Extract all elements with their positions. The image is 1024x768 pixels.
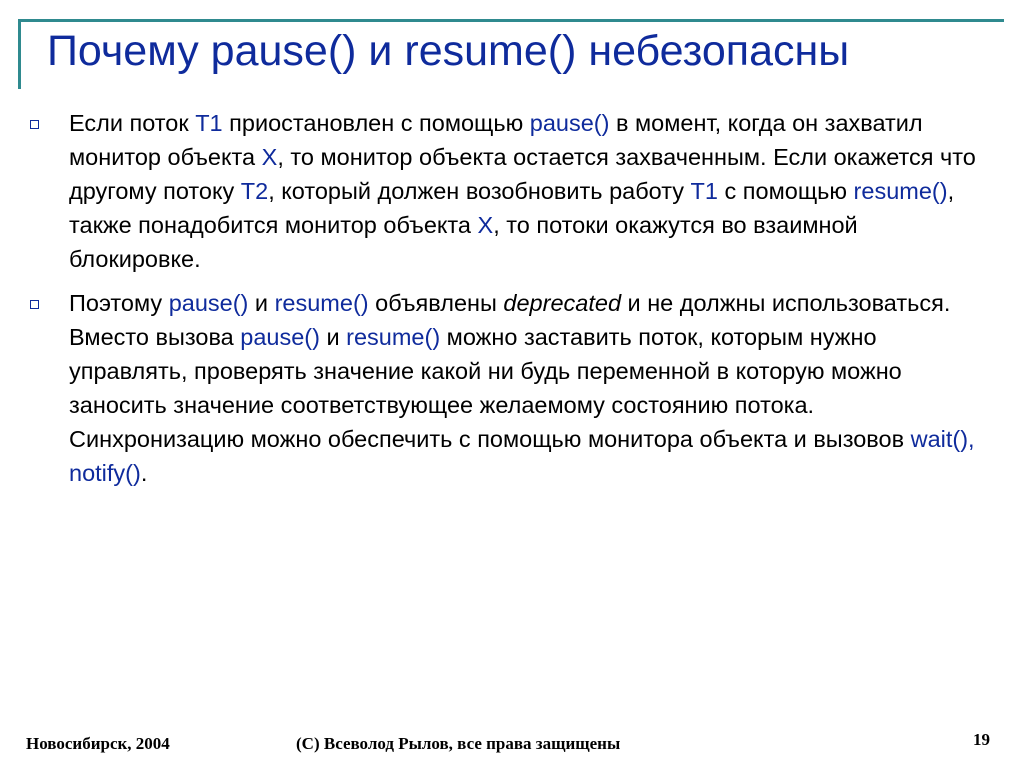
footer-location-year: Новосибирск, 2004 bbox=[26, 734, 170, 753]
code-term: T1 bbox=[195, 110, 223, 136]
bullet-item bbox=[26, 286, 986, 490]
title-frame-top-line bbox=[18, 19, 1004, 22]
text-run: , то монитор объекта остается захваченным. Если окажется что другому потоку bbox=[69, 144, 976, 204]
bullet-list bbox=[26, 106, 986, 500]
bullet-item bbox=[26, 106, 986, 276]
text-run: , который должен возобновить работу bbox=[268, 178, 691, 204]
hollow-square-bullet-icon bbox=[30, 120, 39, 129]
text-run: можно заставить поток, которым нужно управлять, проверять значение какой ни будь переменной в которую можно заносить значение соответствующее желаемому состоянию потока. Синхронизацию можно обеспечить с помощью монитора объекта и вызовов bbox=[69, 324, 911, 452]
code-term: T2 bbox=[240, 178, 269, 204]
slide-title: Почему pause() и resume() небезопасны bbox=[47, 27, 850, 75]
text-run: , также понадобится монитор объекта bbox=[69, 178, 955, 238]
text-run: и bbox=[319, 324, 347, 350]
italic-term: deprecated bbox=[503, 290, 622, 316]
footer-copyright: (C) Всеволод Рылов, все права защищены bbox=[296, 734, 621, 753]
code-term: X bbox=[261, 144, 278, 170]
code-term: pause() bbox=[240, 324, 320, 350]
text-run: объявлены bbox=[368, 290, 504, 316]
text-run: в момент, когда он захватил монитор объекта bbox=[69, 110, 923, 170]
code-term: X bbox=[477, 212, 494, 238]
code-term: pause() bbox=[168, 290, 249, 316]
hollow-square-bullet-icon bbox=[30, 300, 39, 309]
text-run: Если поток bbox=[69, 110, 196, 136]
text-run: и bbox=[248, 290, 275, 316]
code-term: resume() bbox=[853, 178, 948, 204]
code-term: wait(), notify() bbox=[69, 426, 975, 486]
text-run: и не должны использоваться. Вместо вызова bbox=[69, 290, 951, 350]
code-term: resume() bbox=[346, 324, 441, 350]
text-run: Поэтому bbox=[69, 290, 169, 316]
text-run: , то потоки окажутся во взаимной блокировке. bbox=[69, 212, 858, 272]
code-term: T1 bbox=[690, 178, 718, 204]
title-frame-left-line bbox=[18, 19, 21, 89]
bullet-text bbox=[69, 290, 975, 486]
code-term: pause() bbox=[529, 110, 610, 136]
text-run: приостановлен с помощью bbox=[222, 110, 530, 136]
text-run: с помощью bbox=[717, 178, 854, 204]
code-term: resume() bbox=[274, 290, 369, 316]
bullet-text bbox=[69, 110, 976, 272]
page-number: 19 bbox=[973, 730, 990, 749]
text-run: . bbox=[140, 460, 148, 486]
